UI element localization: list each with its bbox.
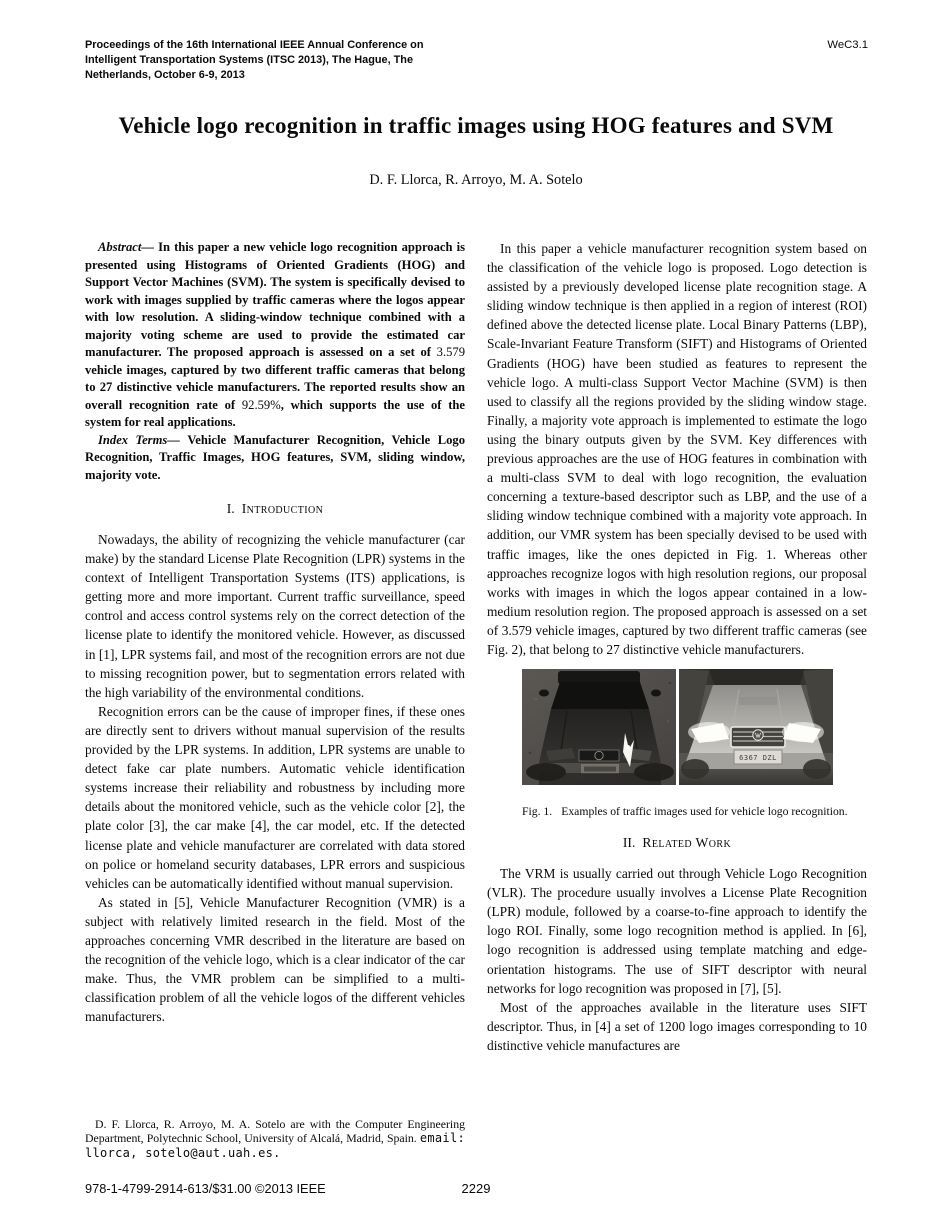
index-terms-paragraph <box>85 432 465 485</box>
section-number: II. <box>622 835 636 851</box>
intro-paragraph-3: As stated in [5], Vehicle Manufacturer Recognition (VMR) is a subject with relatively limited research in the field. Most of the approaches concerning VMR described in the literature are based on the recognition of the vehicle logo, which is a clear indicator of the car make. Thus, the VMR problem can be simplified to a multi-classification problem of all the vehicle logos of the different vehicles manufacturers. <box>85 894 465 1025</box>
footnote-email: email: llorca, sotelo@aut.uah.es. <box>85 1131 465 1161</box>
page-number: 2229 <box>461 1181 491 1196</box>
section-heading-introduction <box>85 501 465 517</box>
abstract-text-3: , which supports the use of the system for real applications. <box>85 397 465 429</box>
intro-paragraph-2: Recognition errors can be the cause of improper fines, if these ones are directly sent to drivers without manual supervision of the results provided by the LPR systems. In addition, LPR systems are unable to detect fake car plate numbers. Automatic vehicle identification systems increase their reliability and robustness by including more details about the monitored vehicle, such as the vehicle color [2], the plate color [3], the car make [4], the car model, etc. If the detected license plate and vehicle manufacturer are correlated with data stored on police or homeland security databases, LPR errors and suspicious vehicles can be automatically identified without manual supervision. <box>85 703 465 891</box>
abstract-text-1: In this paper a new vehicle logo recognition approach is presented using Histograms of Oriented Gradients (HOG) and Support Vector Machines (SVM). The system is specifically devised to work with images supplied by traffic cameras where the logos appear with low resolution. A sliding-window technique combined with a majority voting scheme are used to provide the estimated car manufacturer. The proposed approach is assessed on a set of <box>85 240 465 359</box>
intro-paragraph-1: Nowadays, the ability of recognizing the vehicle manufacturer (car make) by the standard License Plate Recognition (LPR) systems in the context of Intelligent Transportation Systems (ITS) applications, is getting more and more important. Current traffic surveillance, speed control and access control systems rely on the correct detection of the license plate to identify the monitored vehicle. However, as discussed in [1], LPR systems fail, and most of the recognition errors are not due to missing recognition power, but to segmentation errors related with the high variability of the environmental conditions. <box>85 532 465 700</box>
page-footer <box>0 1181 952 1201</box>
section-title: Introduction <box>241 501 324 516</box>
index-terms-text: Vehicle Manufacturer Recognition, Vehicle Logo Recognition, Traffic Images, HOG features, SVM, sliding window, majority vote. <box>85 432 465 482</box>
paper-title: Vehicle logo recognition in traffic images using HOG features and SVM <box>118 113 834 138</box>
abstract-lead: Abstract— <box>98 240 159 254</box>
abstract-paragraph <box>85 239 465 432</box>
license-plate-text: 6367 DZL <box>739 754 777 763</box>
two-column-body <box>85 239 867 1163</box>
conference-line-3: Netherlands, October 6-9, 2013 <box>85 68 245 81</box>
related-paragraph-2: Most of the approaches available in the literature uses SIFT descriptor. Thus, in [4] a set of 1200 logo images corresponding to 10 distinctive vehicle manufactures are <box>487 999 867 1053</box>
section-title: Related Work <box>642 835 732 851</box>
page-header <box>85 38 868 82</box>
section-heading-related-work <box>487 835 867 851</box>
copyright-line: 978-1-4799-2914-613/$31.00 ©2013 IEEE <box>85 1181 326 1196</box>
abstract-number-rate: 92.59% <box>241 397 281 412</box>
authors-line: D. F. Llorca, R. Arroyo, M. A. Sotelo <box>369 172 583 188</box>
session-code: WeC3.1 <box>827 39 868 51</box>
figure1-images <box>522 669 833 785</box>
figure-1 <box>522 669 848 819</box>
figure1-photo-left <box>522 669 676 785</box>
footnote-affiliation: D. F. Llorca, R. Arroyo, M. A. Sotelo are with the Computer Engineering Department, Polytechnic School, University of Alcalá, Madrid, Spain. <box>85 1116 465 1146</box>
conference-info <box>85 38 423 82</box>
figure1-caption <box>522 805 848 819</box>
related-paragraph-1: The VRM is usually carried out through Vehicle Logo Recognition (VLR). The procedure usually involves a License Plate Recognition (LPR) module, followed by a coarse-to-fine approach to identify the logo ROI. Finally, some logo recognition method is applied. In [6], logo recognition is addressed using template matching and edge-orientation histograms. The use of SIFT descriptor with neural networks for logo recognition was proposed in [7], [5]. <box>487 866 867 996</box>
author-footnote <box>85 1117 465 1161</box>
left-column <box>85 239 465 1163</box>
index-terms-lead: Index Terms— <box>98 432 188 447</box>
left-column-flow <box>85 239 465 1026</box>
abstract-text-2: vehicle images, captured by two different traffic cameras that belong to 27 distinctive vehicle manufacturers. The reported results show an overall recognition rate of <box>85 362 465 412</box>
figure1-label: Fig. 1. <box>522 805 553 819</box>
conference-line-1: Proceedings of the 16th International IEEE Annual Conference on <box>85 39 424 51</box>
figure1-photo-right <box>679 669 833 785</box>
right-column <box>487 239 867 1163</box>
intro-paragraph-4: In this paper a vehicle manufacturer recognition system based on the classification of the vehicle logo is proposed. Logo detection is assisted by a previously developed license plate recognition stage. A sliding window technique is then applied in a region of interest (ROI) defined above the detected license plate. Local Binary Patterns (LBP), Scale-Invariant Feature Transform (SIFT) and Histograms of Oriented Gradients (HOG) have been studied as features to represent the vehicle logo. A multi-class Support Vector Machine (SVM) is then used to classify all the regions provided by the sliding window stage. Finally, a majority vote approach is implemented to estimate the logo using the binary outputs given by the SVM. Key differences with previous approaches are the use of HOG features in combination with a multi-class SVM to deal with logo recognition, the evaluation concerning a texture-based descriptor such as LBP, and the use of a sliding window technique combined with a majority vote approach. In addition, our VMR system has been specially devised to be used with traffic images, like the ones depicted in Fig. 1. Whereas other approaches recognize logos with high resolution regions, our proposal works with images in which the logos appear contained in a low-medium resolution region. The proposed approach is assessed on a set of 3.579 vehicle images, captured by two different traffic cameras (see Fig. 2), that belong to 27 distinctive vehicle manufacturers. <box>487 241 867 657</box>
figure1-caption-text: Examples of traffic images used for vehicle logo recognition. <box>561 805 848 819</box>
abstract-number-images: 3.579 <box>436 345 465 359</box>
section-number: I. <box>226 501 235 516</box>
conference-line-2: Intelligent Transportation Systems (ITSC 2013), The Hague, The <box>85 53 413 66</box>
